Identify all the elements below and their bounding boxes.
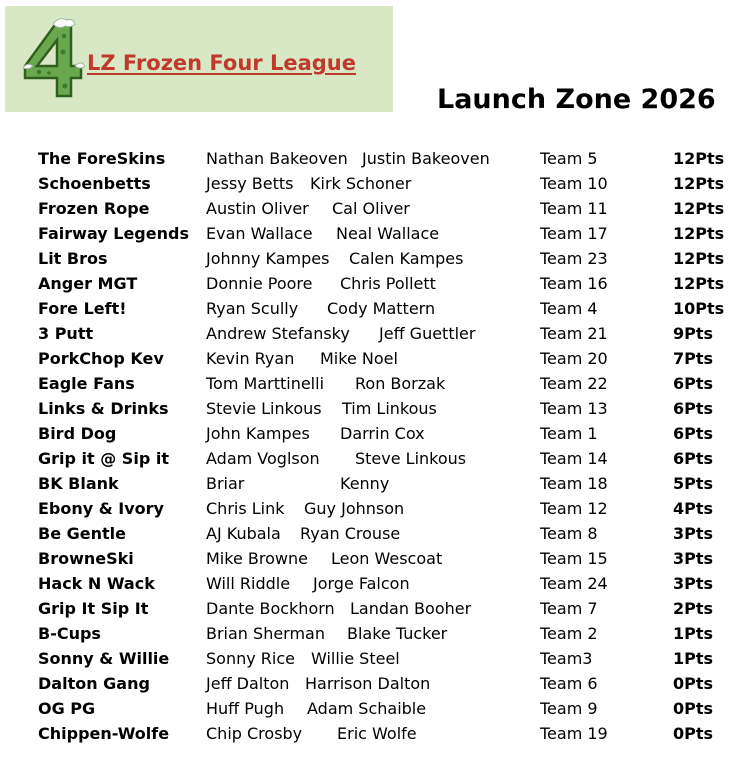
standings-row [0, 448, 740, 473]
standings-table [0, 148, 740, 748]
team-name: B-Cups [38, 624, 101, 643]
standings-row [0, 573, 740, 598]
team-name: Bird Dog [38, 424, 117, 443]
team-name: Fore Left! [38, 299, 127, 318]
player-one: Chris Link [206, 499, 285, 518]
team-name: Chippen-Wolfe [38, 724, 170, 743]
league-banner [5, 6, 393, 112]
standings-row [0, 698, 740, 723]
player-two: Eric Wolfe [337, 724, 417, 743]
team-name: Eagle Fans [38, 374, 135, 393]
team-points: 3Pts [673, 549, 714, 568]
team-number: Team 14 [540, 449, 608, 468]
team-points: 4Pts [673, 499, 714, 518]
team-name: Ebony & Ivory [38, 499, 164, 518]
team-points: 9Pts [673, 324, 714, 343]
player-two: Blake Tucker [347, 624, 448, 643]
team-name: Hack N Wack [38, 574, 155, 593]
team-points: 1Pts [673, 624, 714, 643]
standings-row [0, 223, 740, 248]
team-name: 3 Putt [38, 324, 94, 343]
player-one: Mike Browne [206, 549, 308, 568]
player-one: Will Riddle [206, 574, 291, 593]
team-number: Team 20 [540, 349, 608, 368]
team-name: Fairway Legends [38, 224, 189, 243]
team-points: 6Pts [673, 374, 714, 393]
team-name: PorkChop Kev [38, 349, 164, 368]
standings-row [0, 373, 740, 398]
player-one: Adam Voglson [206, 449, 320, 468]
team-number: Team 5 [540, 149, 598, 168]
standings-row [0, 248, 740, 273]
team-points: 6Pts [673, 424, 714, 443]
team-points: 12Pts [673, 249, 725, 268]
team-points: 6Pts [673, 449, 714, 468]
player-two: Ryan Crouse [300, 524, 401, 543]
player-one: Nathan Bakeoven [206, 149, 348, 168]
team-points: 0Pts [673, 674, 714, 693]
player-one: Dante Bockhorn [206, 599, 335, 618]
team-name: Anger MGT [38, 274, 138, 293]
player-two: Cody Mattern [327, 299, 436, 318]
player-two: Landan Booher [350, 599, 472, 618]
standings-row [0, 198, 740, 223]
player-one: Jeff Dalton [206, 674, 290, 693]
standings-row [0, 273, 740, 298]
player-two: Kirk Schoner [310, 174, 412, 193]
team-points: 0Pts [673, 724, 714, 743]
team-number: Team 7 [540, 599, 598, 618]
standings-row [0, 323, 740, 348]
player-two: Mike Noel [320, 349, 398, 368]
standings-row [0, 623, 740, 648]
player-two: Adam Schaible [307, 699, 427, 718]
team-points: 0Pts [673, 699, 714, 718]
team-name: Schoenbetts [38, 174, 151, 193]
player-one: Evan Wallace [206, 224, 313, 243]
standings-row [0, 398, 740, 423]
standings-row [0, 523, 740, 548]
player-two: Neal Wallace [336, 224, 440, 243]
player-one: Donnie Poore [206, 274, 313, 293]
team-number: Team 24 [540, 574, 608, 593]
standings-row [0, 298, 740, 323]
player-two: Cal Oliver [332, 199, 410, 218]
player-one: John Kampes [206, 424, 310, 443]
team-number: Team 9 [540, 699, 598, 718]
team-number: Team 22 [540, 374, 608, 393]
team-number: Team 23 [540, 249, 608, 268]
player-one: Austin Oliver [206, 199, 309, 218]
player-one: Sonny Rice [206, 649, 295, 668]
player-two: Kenny [340, 474, 390, 493]
player-two: Ron Borzak [355, 374, 446, 393]
team-name: Sonny & Willie [38, 649, 170, 668]
team-name: Lit Bros [38, 249, 108, 268]
standings-row [0, 648, 740, 673]
standings-row [0, 598, 740, 623]
team-number: Team 13 [540, 399, 608, 418]
player-one: AJ Kubala [206, 524, 281, 543]
player-one: Jessy Betts [206, 174, 294, 193]
team-name: Frozen Rope [38, 199, 150, 218]
player-two: Darrin Cox [340, 424, 425, 443]
team-number: Team 8 [540, 524, 598, 543]
player-one: Brian Sherman [206, 624, 325, 643]
green-number-four-with-snow-icon [19, 16, 85, 100]
team-points: 12Pts [673, 274, 725, 293]
team-points: 3Pts [673, 524, 714, 543]
player-two: Justin Bakeoven [362, 149, 490, 168]
player-two: Willie Steel [311, 649, 400, 668]
team-number: Team 15 [540, 549, 608, 568]
team-number: Team 21 [540, 324, 608, 343]
team-points: 7Pts [673, 349, 714, 368]
team-name: Links & Drinks [38, 399, 169, 418]
player-two: Steve Linkous [355, 449, 467, 468]
player-one: Johnny Kampes [206, 249, 330, 268]
team-points: 12Pts [673, 174, 725, 193]
standings-row [0, 723, 740, 748]
standings-row [0, 148, 740, 173]
team-name: BK Blank [38, 474, 119, 493]
team-number: Team 16 [540, 274, 608, 293]
team-number: Team 2 [540, 624, 598, 643]
team-name: Grip It Sip It [38, 599, 149, 618]
player-one: Briar [206, 474, 245, 493]
team-points: 6Pts [673, 399, 714, 418]
team-name: Be Gentle [38, 524, 126, 543]
team-number: Team 10 [540, 174, 608, 193]
standings-row [0, 173, 740, 198]
player-one: Huff Pugh [206, 699, 285, 718]
player-two: Leon Wescoat [331, 549, 443, 568]
player-one: Ryan Scully [206, 299, 299, 318]
team-number: Team 1 [540, 424, 598, 443]
team-points: 12Pts [673, 149, 725, 168]
team-points: 1Pts [673, 649, 714, 668]
team-number: Team 17 [540, 224, 608, 243]
team-name: The ForeSkins [38, 149, 166, 168]
team-points: 12Pts [673, 224, 725, 243]
player-one: Tom Marttinelli [206, 374, 325, 393]
player-two: Harrison Dalton [305, 674, 431, 693]
standings-row [0, 673, 740, 698]
player-two: Chris Pollett [340, 274, 436, 293]
team-number: Team 6 [540, 674, 598, 693]
event-title: Launch Zone 2026 [437, 84, 716, 115]
team-points: 2Pts [673, 599, 714, 618]
team-points: 10Pts [673, 299, 725, 318]
player-one: Kevin Ryan [206, 349, 295, 368]
team-points: 3Pts [673, 574, 714, 593]
team-name: Dalton Gang [38, 674, 150, 693]
standings-row [0, 548, 740, 573]
player-two: Guy Johnson [304, 499, 405, 518]
team-number: Team 11 [540, 199, 608, 218]
team-points: 5Pts [673, 474, 714, 493]
team-number: Team 12 [540, 499, 608, 518]
standings-row [0, 423, 740, 448]
standings-row [0, 348, 740, 373]
player-two: Jeff Guettler [379, 324, 476, 343]
player-two: Tim Linkous [342, 399, 437, 418]
league-title: LZ Frozen Four League [87, 51, 356, 75]
team-name: OG PG [38, 699, 96, 718]
team-points: 12Pts [673, 199, 725, 218]
standings-row [0, 473, 740, 498]
player-one: Chip Crosby [206, 724, 303, 743]
standings-row [0, 498, 740, 523]
team-number: Team3 [540, 649, 593, 668]
team-number: Team 18 [540, 474, 608, 493]
player-one: Andrew Stefansky [206, 324, 350, 343]
team-name: Grip it @ Sip it [38, 449, 169, 468]
player-one: Stevie Linkous [206, 399, 322, 418]
player-two: Jorge Falcon [313, 574, 410, 593]
team-number: Team 19 [540, 724, 608, 743]
player-two: Calen Kampes [349, 249, 464, 268]
team-name: BrowneSki [38, 549, 134, 568]
team-number: Team 4 [540, 299, 598, 318]
